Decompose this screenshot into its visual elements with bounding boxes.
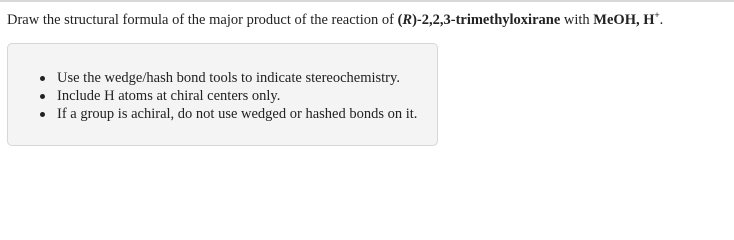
question-middle: with xyxy=(560,12,594,28)
stereo-config: R xyxy=(402,12,413,28)
reactant-name: (R)-2,2,3-trimethyloxirane xyxy=(397,12,561,28)
reagent xyxy=(593,12,659,28)
hint-item xyxy=(40,69,435,87)
reagent-charge: + xyxy=(654,10,660,20)
hint-text: Use the wedge/hash bond tools to indicate stereochemistry. xyxy=(57,70,400,86)
hint-text: If a group is achiral, do not use wedged or hashed bonds on it. xyxy=(57,106,418,122)
reagent-text: MeOH, H xyxy=(593,12,655,28)
hint-item xyxy=(40,87,435,105)
bullet-icon xyxy=(40,94,45,99)
top-divider xyxy=(0,0,734,2)
bullet-icon xyxy=(40,76,45,81)
question-prompt xyxy=(7,11,663,29)
bullet-icon xyxy=(40,112,45,117)
hint-list xyxy=(40,69,435,123)
reactant-name-rest: )-2,2,3-trimethyloxirane xyxy=(412,12,561,28)
question-end: . xyxy=(659,12,664,28)
hint-box xyxy=(7,43,438,146)
hint-item xyxy=(40,105,435,123)
hint-text: Include H atoms at chiral centers only. xyxy=(57,88,281,104)
question-prefix: Draw the structural formula of the major product of the reaction of xyxy=(7,12,398,28)
